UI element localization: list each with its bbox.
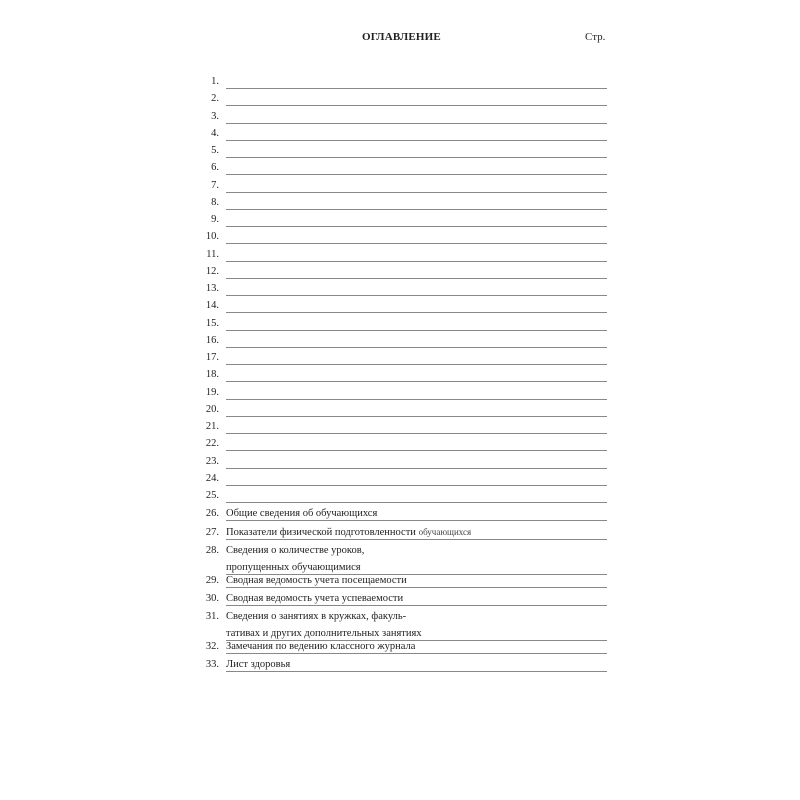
fill-line[interactable] [226, 416, 607, 417]
entry-label [226, 659, 293, 670]
fill-line[interactable] [226, 157, 607, 158]
fill-line[interactable] [226, 539, 607, 540]
toc-blank-row [200, 111, 607, 128]
row-number: 15. [205, 317, 219, 329]
row-number: 16. [205, 334, 219, 346]
entry-label-line2: пропущенных обучающимися [226, 562, 364, 573]
toc-blank-row [200, 387, 607, 404]
row-number: 1. [211, 76, 219, 87]
page-column-header: Стр. [585, 31, 606, 43]
fill-line[interactable] [226, 653, 607, 654]
toc-blank-row [200, 421, 607, 438]
row-number: 10. [205, 231, 219, 243]
row-number: 8. [211, 196, 219, 208]
row-number: 31. [205, 611, 219, 622]
entry-label [226, 527, 474, 538]
toc-blank-row [200, 369, 607, 386]
toc-blank-row [200, 300, 607, 317]
fill-line[interactable] [226, 261, 607, 262]
toc-blank-row [200, 438, 607, 455]
toc-entry [200, 611, 607, 645]
toc-blank-row [200, 214, 607, 231]
fill-line[interactable] [226, 174, 607, 175]
row-number: 18. [205, 369, 219, 381]
row-number: 2. [211, 93, 219, 105]
fill-line[interactable] [226, 468, 607, 469]
row-number: 9. [211, 214, 219, 225]
row-number: 28. [205, 545, 219, 556]
entry-label-line2: тативах и других дополнительных занятиях [226, 628, 425, 639]
row-number: 13. [205, 283, 219, 294]
fill-line[interactable] [226, 502, 607, 503]
toc-blank-row [200, 283, 607, 300]
fill-line[interactable] [226, 140, 607, 141]
toc-blank-row [200, 352, 607, 369]
row-number: 20. [205, 403, 219, 415]
row-number: 29. [205, 575, 219, 586]
toc-blank-row [200, 231, 607, 248]
toc-blank-row [200, 128, 607, 145]
toc-blank-row [200, 490, 607, 507]
fill-line[interactable] [226, 192, 607, 193]
entry-label-text: Показатели физической подготовленности [226, 527, 416, 538]
fill-line[interactable] [226, 312, 607, 313]
row-number: 22. [205, 438, 219, 450]
row-number: 27. [205, 527, 219, 538]
fill-line[interactable] [226, 123, 607, 124]
toc-blank-row [200, 162, 607, 179]
toc-entry [200, 527, 607, 544]
row-number: 6. [211, 162, 219, 174]
fill-line[interactable] [226, 243, 607, 244]
entry-label-text: Лист здоровья [226, 659, 291, 670]
fill-line[interactable] [226, 671, 607, 672]
fill-line[interactable] [226, 485, 607, 486]
fill-line[interactable] [226, 433, 607, 434]
entry-label [226, 575, 410, 586]
fill-line[interactable] [226, 295, 607, 296]
fill-line[interactable] [226, 347, 607, 348]
entry-label-text: Сводная ведомость учета посещаемости [226, 575, 407, 586]
toc-entry [200, 593, 607, 610]
toc-entry [200, 659, 607, 676]
fill-line[interactable] [226, 605, 607, 606]
toc-blank-row [200, 318, 607, 335]
row-number: 12. [205, 265, 219, 277]
fill-line[interactable] [226, 105, 607, 106]
toc-blank-row [200, 335, 607, 352]
toc-blank-row [200, 404, 607, 421]
toc-entry [200, 545, 607, 579]
toc-blank-row [200, 76, 607, 93]
row-number: 4. [211, 127, 219, 139]
entry-label [226, 641, 418, 652]
fill-line[interactable] [226, 364, 607, 365]
entry-label-line1: Сведения о количестве уроков, [226, 545, 367, 556]
toc-entry [200, 641, 607, 658]
entry-label-text: Замечания по ведению классного журнала [226, 641, 416, 652]
toc-blank-row [200, 266, 607, 283]
row-number: 14. [205, 300, 219, 312]
entry-label-line1: Сведения о занятиях в кружках, факуль- [226, 611, 409, 622]
entry-label-text: Сводная ведомость учета успеваемости [226, 593, 404, 604]
row-number: 33. [205, 659, 219, 670]
fill-line[interactable] [226, 381, 607, 382]
entry-label [226, 593, 406, 604]
entry-label [226, 508, 380, 519]
row-number: 17. [205, 352, 219, 363]
fill-line[interactable] [226, 520, 607, 521]
row-number: 21. [205, 421, 219, 432]
row-number: 24. [205, 472, 219, 484]
row-number: 25. [205, 490, 219, 501]
toc-blank-row [200, 180, 607, 197]
row-number: 5. [211, 145, 219, 156]
toc-blank-row [200, 145, 607, 162]
fill-line[interactable] [226, 88, 607, 89]
fill-line[interactable] [226, 278, 607, 279]
toc-blank-row [200, 456, 607, 473]
row-number: 7. [211, 179, 219, 191]
entry-label-text: Общие сведения об обучающихся [226, 508, 378, 519]
row-number: 3. [211, 110, 219, 122]
toc-blank-row [200, 473, 607, 490]
row-number: 30. [205, 593, 219, 604]
fill-line[interactable] [226, 209, 607, 210]
row-number: 19. [205, 386, 219, 398]
toc-entry [200, 508, 607, 525]
fill-line[interactable] [226, 226, 607, 227]
fill-line[interactable] [226, 330, 607, 331]
fill-line[interactable] [226, 399, 607, 400]
page-title: ОГЛАВЛЕНИЕ [362, 31, 441, 43]
row-number: 26. [205, 508, 219, 519]
toc-blank-row [200, 249, 607, 266]
row-number: 11. [206, 248, 219, 260]
toc-entry [200, 575, 607, 592]
entry-label-small: обучающихся [418, 527, 472, 537]
fill-line[interactable] [226, 450, 607, 451]
toc-blank-row [200, 93, 607, 110]
row-number: 32. [205, 641, 219, 652]
toc-blank-row [200, 197, 607, 214]
row-number: 23. [205, 455, 219, 467]
fill-line[interactable] [226, 587, 607, 588]
